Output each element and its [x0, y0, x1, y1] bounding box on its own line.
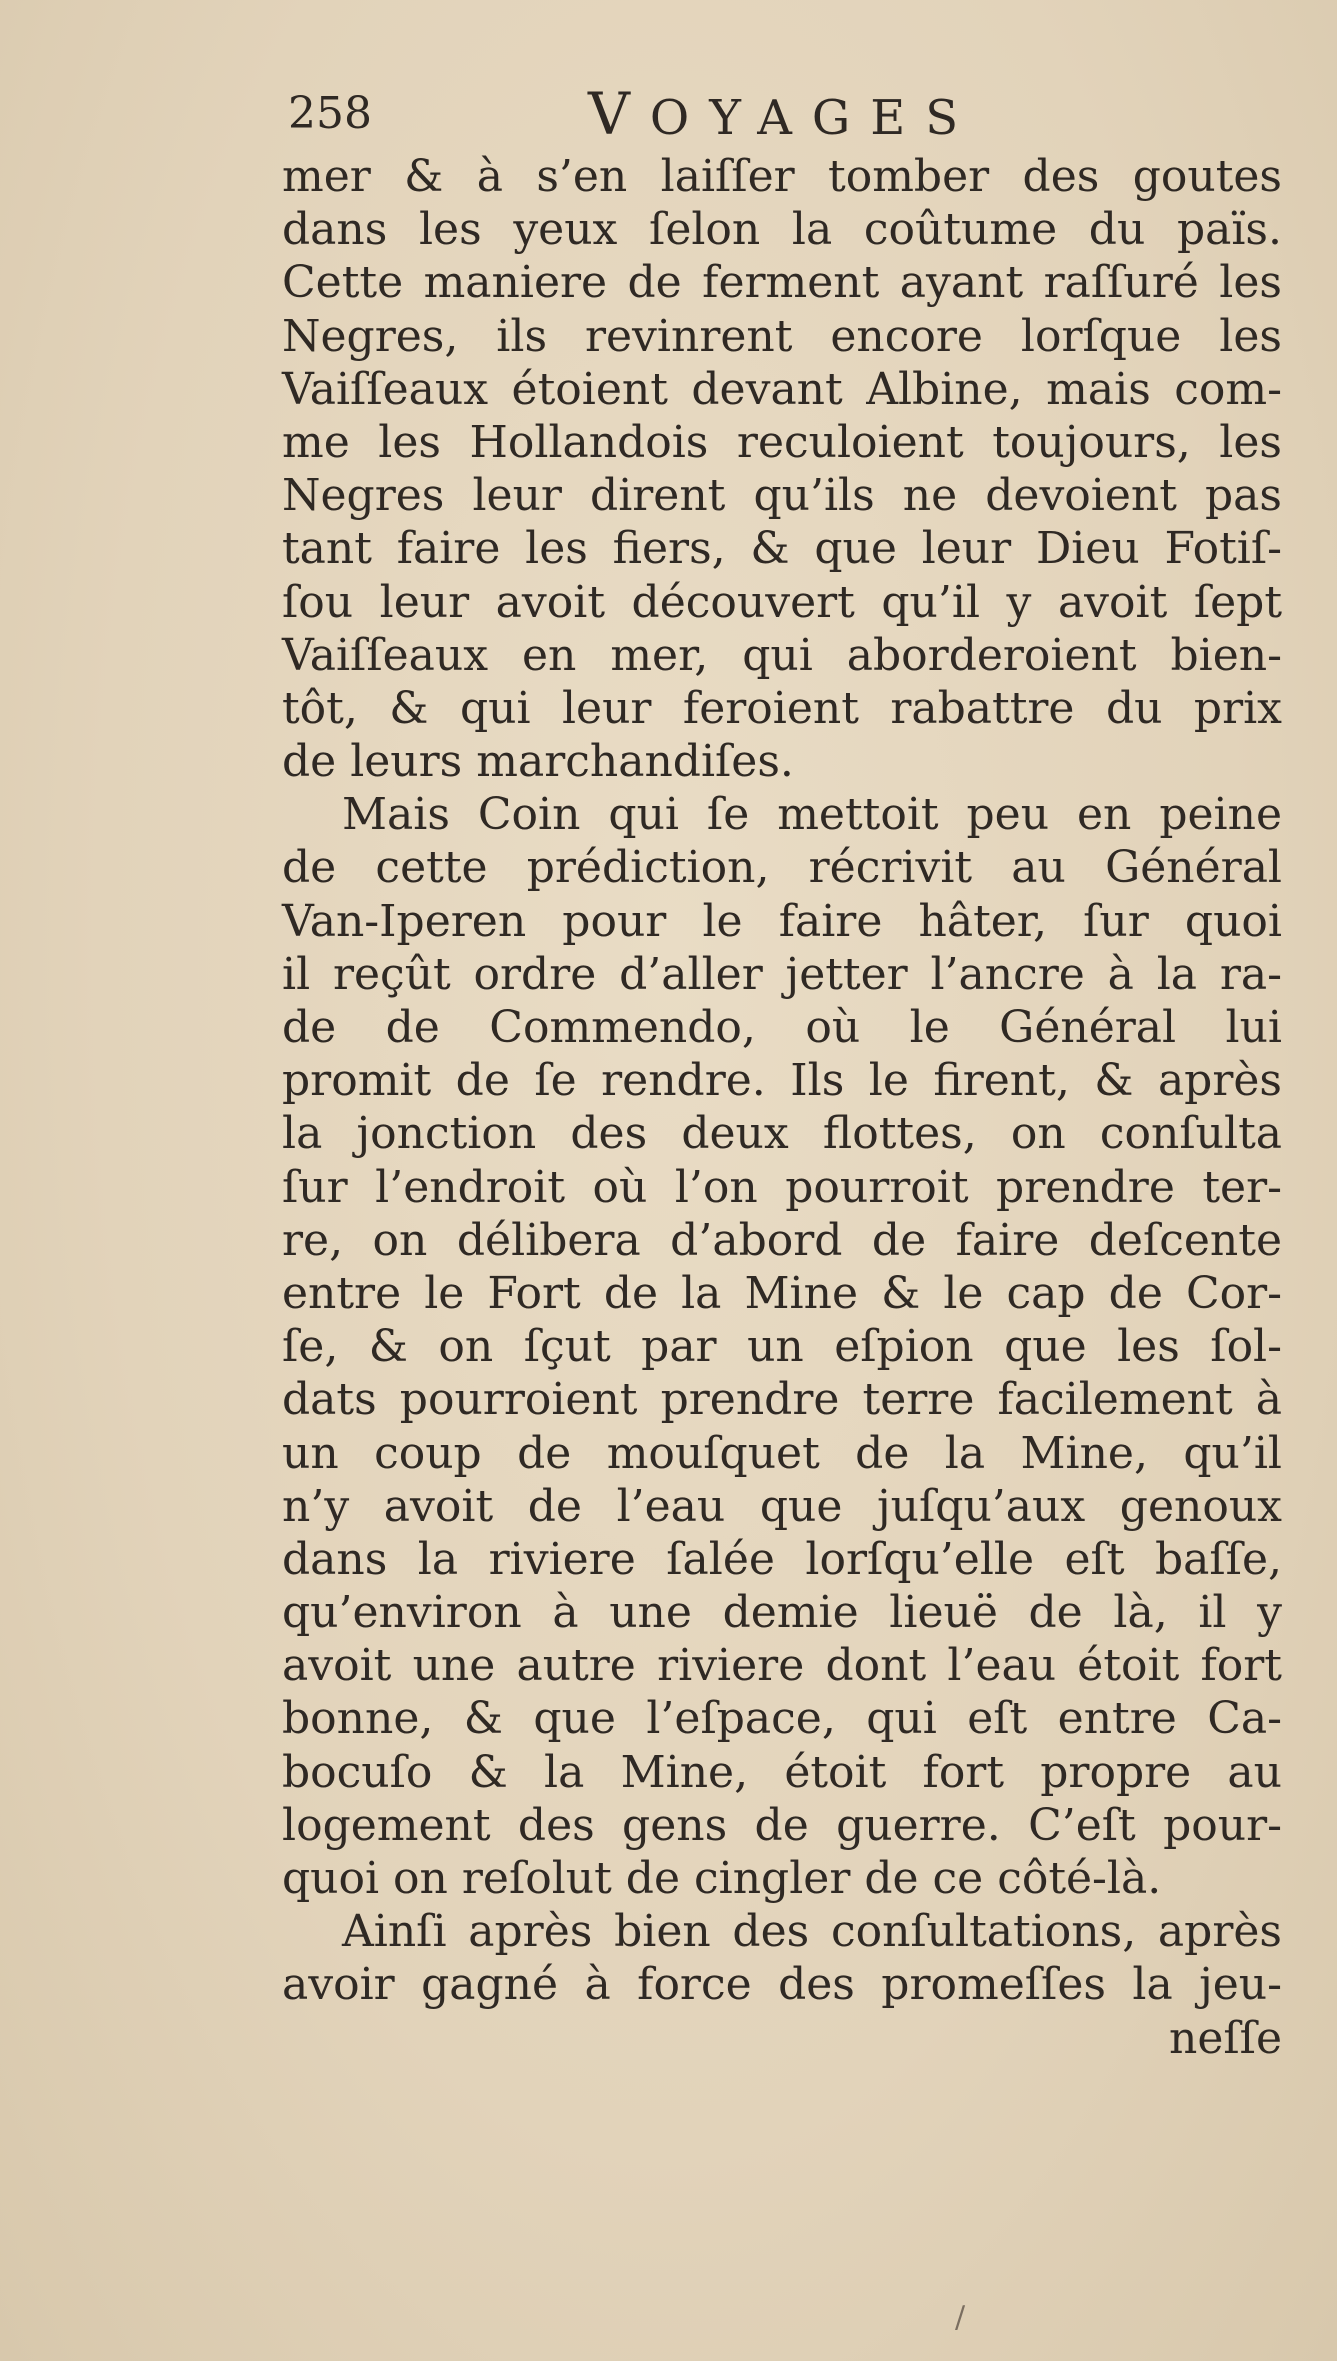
text-line: Vaiſſeaux en mer, qui aborderoient bien- [282, 629, 1282, 681]
text-line: un coup de mouſquet de la Mine, qu’il [282, 1427, 1282, 1479]
text-line: de leurs marchandiſes. [282, 736, 794, 788]
text-line: Negres, ils revinrent encore lorſque les [282, 310, 1282, 362]
text-line: Vaiſſeaux étoient devant Albine, mais com- [282, 363, 1282, 415]
text-line: ſe, & on ſçut par un eſpion que les ſol- [282, 1321, 1282, 1373]
text-line: dats pourroient prendre terre facilement à [282, 1374, 1282, 1426]
page-header [288, 80, 1248, 154]
page-number: 258 [288, 88, 372, 139]
running-head-initial: V [588, 80, 650, 148]
text-line: mer & à s’en laiſſer tomber des goutes [282, 151, 1282, 202]
text-line: n’y avoit de l’eau que juſqu’aux genoux [282, 1480, 1282, 1532]
paragraph-start: Mais Coin qui ſe mettoit peu en peine [342, 789, 1282, 841]
text-line: me les Hollandois reculoient toujours, les [282, 416, 1282, 468]
text-line: de de Commendo, où le Général lui [282, 1002, 1282, 1053]
text-line: la jonction des deux flottes, on conſulta [282, 1108, 1282, 1160]
text-line: logement des gens de guerre. C’eſt pour- [282, 1799, 1282, 1851]
text-line: dans les yeux ſelon la coûtume du païs. [282, 204, 1282, 256]
text-line: avoit une autre riviere dont l’eau étoit fort [282, 1640, 1282, 1692]
running-head [588, 80, 979, 148]
text-line: promit de ſe rendre. Ils le firent, & après [282, 1055, 1282, 1107]
text-line: re, on délibera d’abord de faire deſcente [282, 1214, 1282, 1266]
paragraph-start: Ainſi après bien des conſultations, après [342, 1906, 1282, 1958]
bottom-mark: / [955, 2300, 966, 2335]
text-line: Van-Iperen pour le faire hâter, ſur quoi [282, 895, 1282, 947]
text-line: entre le Fort de la Mine & le cap de Cor- [282, 1267, 1282, 1319]
text-line: tant faire les fiers, & que leur Dieu Fotiſ- [282, 523, 1282, 575]
text-line: dans la riviere ſalée lorſqu’elle eſt baſſe, [282, 1533, 1282, 1585]
text-line: quoi on reſolut de cingler de ce côté-là. [282, 1853, 1162, 1904]
text-line: il reçût ordre d’aller jetter l’ancre à la ra- [282, 948, 1282, 1000]
running-head-rest: OYAGES [649, 90, 979, 146]
text-line: Cette maniere de ferment ayant raſſuré les [282, 257, 1282, 309]
text-line: Negres leur dirent qu’ils ne devoient pas [282, 470, 1282, 522]
text-line: ſou leur avoit découvert qu’il y avoit ſept [282, 576, 1282, 628]
text-line: bonne, & que l’eſpace, qui eſt entre Ca- [282, 1693, 1282, 1745]
text-line: avoir gagné à force des promeſſes la jeu- [282, 1959, 1282, 2011]
catchword: neſſe [1169, 2012, 1282, 2064]
body-text [282, 150, 1282, 2065]
text-line: tôt, & qui leur feroient rabattre du prix [282, 682, 1282, 734]
text-line: ſur l’endroit où l’on pourroit prendre ter- [282, 1161, 1282, 1213]
text-line: de cette prédiction, récrivit au Général [282, 842, 1282, 894]
text-line: bocuſo & la Mine, étoit fort propre au [282, 1746, 1282, 1798]
text-line: qu’environ à une demie lieuë de là, il y [282, 1587, 1282, 1639]
